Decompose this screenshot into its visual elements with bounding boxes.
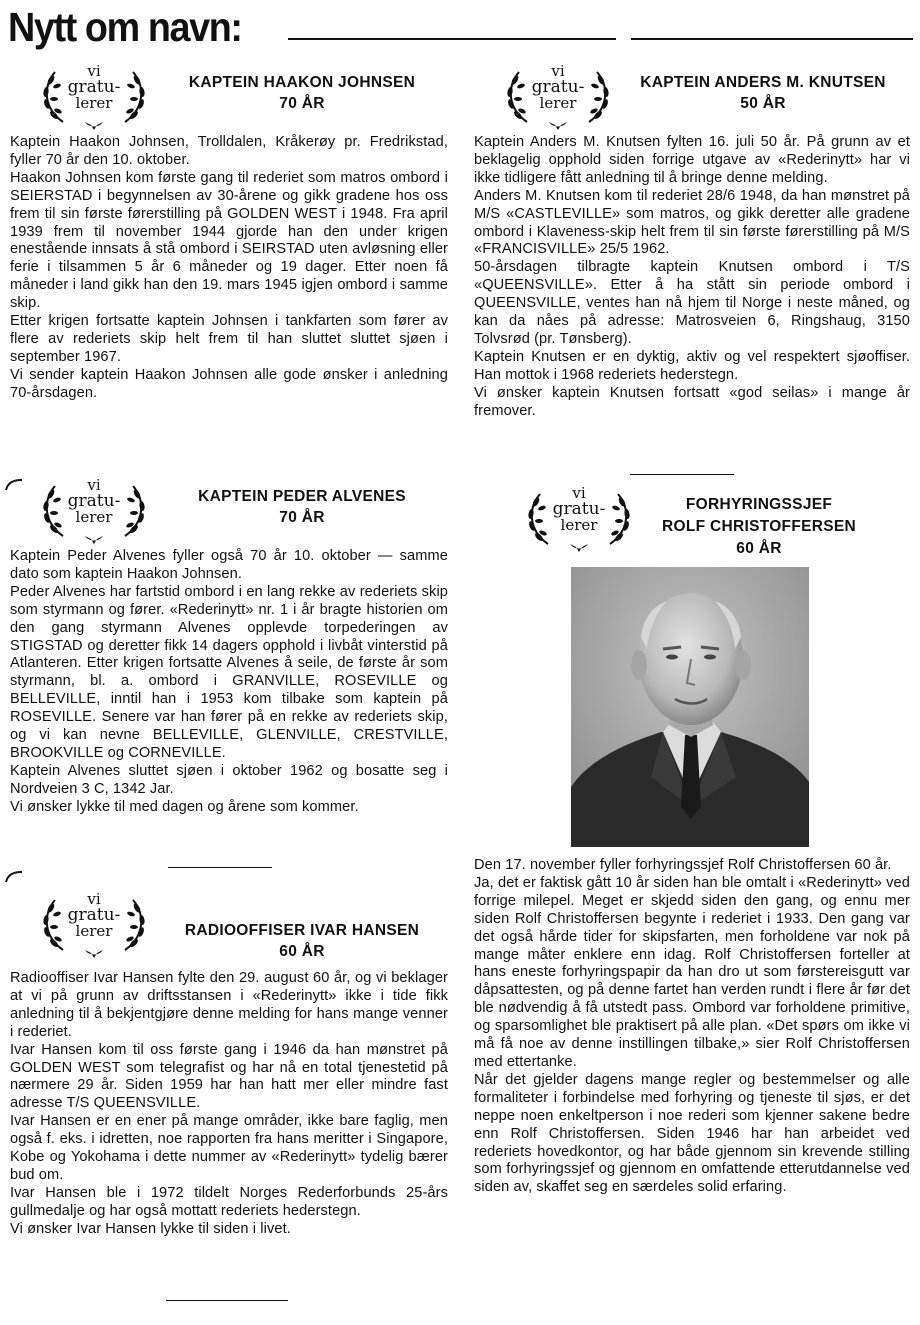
article-paragraph: Den 17. november fyller forhyringssjef Rolf Christoffersen 60 år.	[474, 857, 892, 873]
article-rolf-christoffersen	[474, 484, 910, 564]
page-title: Nytt om navn:	[8, 4, 242, 50]
article-anders-knutsen	[474, 62, 910, 421]
article-paragraph: Kaptein Haakon Johnsen, Trolldalen, Kråkerøy pr. Fredrikstad, fyller 70 år den 10. oktober.	[10, 134, 448, 168]
article-peder-alvenes	[10, 476, 448, 817]
article-paragraph: Radiooffiser Ivar Hansen fylte den 29. august 60 år, og vi beklager at vi på grunn av driftsstansen i «Rederinytt» ikke i tide fikk anledning til å bekjentgjøre denne melding for hans mange venner i rederiet.	[10, 970, 448, 1040]
article-title: KAPTEIN HAAKON JOHNSEN 70 ÅR	[188, 74, 416, 112]
article-paragraph: 50-årsdagen tilbragte kaptein Knutsen ombord i T/S «QUEENSVILLE». Etter å ha stått sin periode ombord i QUEENSVILLE, ventes han nå hjem til Norge i neste måned, og kan da nåes på adresse: Matrosveien 6, Ringshaug, 3150 Tolvsrød (pr. Tønsberg).	[474, 259, 910, 347]
congratulations-badge	[35, 476, 153, 544]
article-paragraph: Vi ønsker Ivar Hansen lykke til siden i livet.	[10, 1220, 291, 1237]
article-paragraph: Etter krigen fortsatte kaptein Johnsen i tankfarten som fører av flere av rederiets skip helt frem til han sluttet sluttet sjøen i september 1967.	[10, 313, 448, 365]
article-paragraph: Peder Alvenes har fartstid ombord i en lang rekke av rederiets skip som styrmann og fører. «Rederinytt» nr. 1 i år bragte historien om den gang styrmann Alvenes opplevde torpederingen av STIGSTAD og deretter fikk 14 dagers opphold i livbåt vinterstid på Atlanteren. Etter krigen fortsatte Alvenes å seile, de første år som styrmann, bl. a. ombord i GRANVILLE, ROSEVILLE og BELLEVILLE, inntil han i 1953 kom tilbake som kaptein på ROSEVILLE. Senere var han fører på en rekke av rederiets skip, og vi kan nevne BELLEVILLE, GLENVILLE, CRESTVILLE, BROOKVILLE og CORNEVILLE.	[10, 583, 448, 761]
article-paragraph: Når det gjelder dagens mange regler og bestemmelser og alle formaliteter i forbindelse med forhyring og tjeneste til sjøs, er det neppe noen enkeltperson i noe rederi som kjenner sakene bedre enn Rolf Christoffersen. Siden 1946 har han arbeidet ved rederiets hovedkontor, og har både gjennom sin krevende stilling som forhyringssjef og gjennom en omfattende etterutdannelse ved siden av, skaffet seg en særdeles solid erfaring.	[474, 1071, 910, 1196]
article-paragraph: Kaptein Anders M. Knutsen fylten 16. juli 50 år. På grunn av et beklagelig opphold siden forrige utgave av «Rederinytt» har vi ikke tidligere fått anledning til å bringe denne melding.	[474, 134, 910, 186]
congratulations-badge	[520, 484, 638, 552]
section-divider	[168, 867, 272, 868]
title-rule	[288, 38, 616, 40]
badge-text: vi gratu- lerer	[531, 62, 585, 112]
article-rolf-christoffersen-body	[474, 857, 910, 1197]
article-title: KAPTEIN PEDER ALVENES 70 ÅR	[198, 488, 406, 526]
article-paragraph: Kaptein Peder Alvenes fyller også 70 år 10. oktober — samme dato som kaptein Haakon Johnsen.	[10, 548, 448, 582]
congratulations-badge	[499, 62, 617, 130]
article-paragraph: Kaptein Knutsen er en dyktig, aktiv og vel respektert sjøoffiser. Han mottok i 1968 rederiets hederstegn.	[474, 348, 910, 383]
article-paragraph: Vi sender kaptein Haakon Johnsen alle gode ønsker i anledning 70-årsdagen.	[10, 366, 448, 401]
article-paragraph: Anders M. Knutsen kom til rederiet 28/6 1948, da han mønstret på M/S «CASTLEVILLE» som matros, og gikk deretter alle gradene ombord i Klaveness-skip helt frem til sin første førerstilling på M/S «FRANCISVILLE» 25/5 1962.	[474, 187, 910, 258]
article-paragraph: Vi ønsker lykke til med dagen og årene som kommer.	[10, 798, 359, 815]
section-divider	[166, 1300, 288, 1301]
article-paragraph: Haakon Johnsen kom første gang til rederiet som matros ombord i SEIERSTAD i begynnelsen av 30-årene og gikk gradene hos oss frem til sin første førerstilling på GOLDEN WEST i 1948. Fra april 1939 frem til november 1944 gjorde han den under krigen enestående innsats å stå ombord i SEIRSTAD uten avløsning eller ferie i tilsammen 5 år 6 måneder og 19 dager. Etter noen få måneder i land gikk han den 19. mars 1945 igjen ombord i samme skip.	[10, 169, 448, 312]
corner-mark-icon	[4, 870, 24, 884]
title-rule	[631, 38, 913, 40]
badge-text: vi gratu- lerer	[67, 476, 121, 526]
badge-text: vi gratu- lerer	[552, 484, 606, 534]
article-paragraph: Ivar Hansen ble i 1972 tildelt Norges Rederforbunds 25-års gullmedalje og har også mottatt rederiets hederstegn.	[10, 1184, 448, 1219]
article-haakon-johnsen	[10, 62, 448, 403]
article-paragraph: Kaptein Alvenes sluttet sjøen i oktober 1962 og bosatte seg i Nordveien 3 C, 1342 Jar.	[10, 762, 448, 797]
article-paragraph: Ivar Hansen kom til oss første gang i 1946 da han mønstret på GOLDEN WEST som telegrafist og har nå en total tjenestetid på nærmere 29 år. Siden 1959 har han hatt mer eller mindre fast adresse T/S QUEENSVILLE.	[10, 1041, 448, 1112]
article-paragraph: Ivar Hansen er en ener på mange områder, ikke bare faglig, men også f. eks. i idretten, noe rapporten fra hans meritter i Singapore, Kobe og Yokohama i dette nummer av «Rederinytt» tydelig bærer bud om.	[10, 1113, 448, 1183]
article-ivar-hansen	[10, 890, 448, 1239]
congratulations-badge	[35, 890, 153, 958]
article-title: RADIOOFFISER IVAR HANSEN 60 ÅR	[184, 922, 420, 960]
portrait-image	[571, 567, 809, 847]
congratulations-badge	[35, 62, 153, 130]
badge-text: vi gratu- lerer	[67, 62, 121, 112]
badge-text: vi gratu- lerer	[67, 890, 121, 940]
section-divider	[630, 474, 734, 475]
masthead	[8, 4, 913, 50]
article-paragraph: Vi ønsker kaptein Knutsen fortsatt «god seilas» i mange år fremover.	[474, 384, 910, 419]
article-title: FORHYRINGSSJEF ROLF CHRISTOFFERSEN 60 ÅR	[661, 496, 856, 557]
portrait-photo	[571, 567, 809, 847]
article-title: KAPTEIN ANDERS M. KNUTSEN 50 ÅR	[640, 74, 886, 112]
article-paragraph: Ja, det er faktisk gått 10 år siden han ble omtalt i «Rederinytt» ved forrige milepel. Meget er skjedd siden den gang, og ennu mer siden Rolf Christoffersen begynte i rederiet i 1933. Den gang var det også hårde tider for skipsfarten, men forholdene var nok på mange måter enklere enn idag. Rolf Christoffersen forteller at hans eneste forhyringspapir da han dro ut som førstereisgutt var dåpsattesten, og på denne fartet han verden rundt i flere år før det ble nødvendig å få utstedt pass. Ombord var forholdene primitive, og sparsomlighet ble praktisert på alle plan. «Det spørs om ikke vi må få noe av denne instillingen tilbake,» sier Rolf Christoffersen med ettertanke.	[474, 874, 910, 1070]
